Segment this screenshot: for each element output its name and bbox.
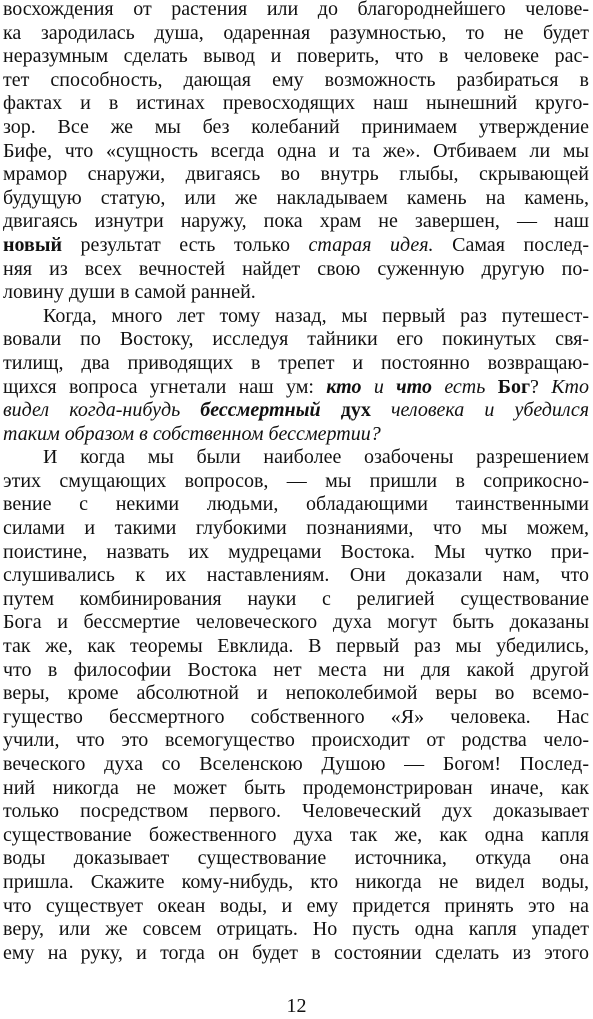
text-segment: Когда, много лет тому назад, мы первый раз путешест- <box>43 304 589 327</box>
text-segment: путем комбинирования науки с религией существование <box>3 587 589 610</box>
text-line <box>3 234 589 258</box>
text-line <box>3 682 589 706</box>
text-segment: ему на руку, и тогда он будет в состоянии сделать из этого <box>3 941 589 964</box>
text-line <box>3 281 589 305</box>
text-line <box>3 116 589 140</box>
text-line <box>3 45 589 69</box>
text-segment: результат есть только <box>61 233 309 256</box>
text-segment: Самая послед- <box>433 233 589 256</box>
text-line <box>3 611 589 635</box>
text-line <box>3 69 589 93</box>
text-line <box>3 305 589 329</box>
text-segment: щихся вопроса угнетали наш ум: <box>3 375 327 398</box>
text-line <box>3 258 589 282</box>
text-segment: восхождения от растения или до благороднейшего челове- <box>3 0 589 20</box>
text-segment: тет способность, дающая ему возможность разбираться в <box>3 68 589 91</box>
text-segment: веру, или же совсем отрицать. Но пусть одна капля упадет <box>3 918 589 941</box>
text-segment: человека и убедился <box>370 399 589 422</box>
text-segment: есть <box>431 375 498 398</box>
text-segment: ловину души в самой ранней. <box>3 281 256 304</box>
text-line <box>3 493 589 517</box>
text-segment: видел когда-нибудь <box>3 399 201 422</box>
text-segment: ка зародилась душа, одаренная разумностью, то не будет <box>3 21 589 44</box>
text-segment: поистине, назвать их мудрецами Востока. Мы чутко при- <box>3 540 589 563</box>
text-line <box>3 0 589 22</box>
text-line <box>3 824 589 848</box>
text-line <box>3 22 589 46</box>
body-text <box>3 0 589 965</box>
text-line <box>3 942 589 966</box>
text-segment: Бифе, что «сущность всегда одна и та же». Отбиваем ли мы <box>3 139 589 162</box>
text-segment: только посредством первого. Человеческий дух доказывает <box>3 800 589 823</box>
text-segment: веческого духа со Вселенскою Душою — Богом! Послед- <box>3 753 589 775</box>
text-segment: Бог <box>497 375 531 398</box>
text-line <box>3 895 589 919</box>
text-line <box>3 423 589 447</box>
paragraph <box>3 446 589 965</box>
text-line <box>3 376 589 400</box>
text-segment: бессмертный <box>200 399 321 422</box>
text-line <box>3 328 589 352</box>
text-segment: тилищ, два приводящих в трепет и постоянно возвращаю- <box>3 351 589 374</box>
text-line <box>3 140 589 164</box>
page-number: 12 <box>286 995 307 1017</box>
text-line <box>3 871 589 895</box>
text-segment: этих смущающих вопросов, — мы пришли в соприкосно- <box>3 469 589 492</box>
text-segment: Бога и бессмертие человеческого духа могут быть доказаны <box>3 611 589 634</box>
text-line <box>3 777 589 801</box>
text-segment: слушивались к их наставлениям. Они доказали нам, что <box>3 564 589 587</box>
text-segment: пришла. Скажите кому-нибудь, кто никогда не видел воды, <box>3 870 589 893</box>
text-segment: кто <box>326 375 362 398</box>
text-line <box>3 588 589 612</box>
text-line <box>3 847 589 871</box>
text-segment: старая идея. <box>308 233 434 256</box>
text-segment: зор. Все же мы без колебаний принимаем утверждение <box>3 115 589 138</box>
text-segment: существование божественного духа так же, как одна капля <box>3 823 589 846</box>
text-segment <box>321 399 341 421</box>
text-line <box>3 446 589 470</box>
text-segment: И когда мы были наиболее озабочены разрешением <box>43 446 589 469</box>
text-segment: так же, как теоремы Евклида. В первый раз мы убедились, <box>3 635 589 658</box>
text-line <box>3 399 589 423</box>
text-line <box>3 210 589 234</box>
text-segment: веры, кроме абсолютной и непоколебимой веры во всемо- <box>3 682 589 705</box>
text-segment: гущество бессмертного собственного «Я» человека. Нас <box>3 705 589 728</box>
text-line <box>3 92 589 116</box>
text-segment: вение с некими людьми, обладающими таинственными <box>3 493 589 516</box>
text-segment: воды доказывает существование источника, откуда она <box>3 847 589 870</box>
text-line <box>3 659 589 683</box>
text-segment: Кто <box>551 375 589 398</box>
text-segment: что в философии Востока нет места ни для какой другой <box>3 658 589 681</box>
text-line <box>3 918 589 942</box>
text-segment: дух <box>340 399 371 422</box>
text-line <box>3 729 589 753</box>
text-line <box>3 541 589 565</box>
text-segment: учили, что это всемогущество происходит от родства чело- <box>3 729 589 752</box>
text-line <box>3 706 589 730</box>
text-segment: будущую статую, или же накладываем камень на камень, <box>3 186 589 209</box>
text-segment: и <box>361 375 397 398</box>
text-segment: ? <box>530 375 552 398</box>
text-line <box>3 187 589 211</box>
text-line <box>3 470 589 494</box>
text-line <box>3 163 589 187</box>
text-segment: силами и такими глубокими познаниями, что мы можем, <box>3 517 589 540</box>
text-segment: мрамор снаружи, двигаясь во внутрь глыбы, скрывающей <box>3 163 589 186</box>
text-segment: новый <box>3 233 62 256</box>
text-line <box>3 352 589 376</box>
text-segment: няя из всех вечностей найдет свою суженную другую по- <box>3 257 589 280</box>
text-segment: таким образом в собственном бессмертии? <box>3 422 381 445</box>
text-segment: что <box>396 375 432 398</box>
paragraph <box>3 305 589 447</box>
text-segment: ний никогда не может быть продемонстрирован иначе, как <box>3 776 589 799</box>
text-segment: фактах и в истинах превосходящих наш нынешний круго- <box>3 92 589 115</box>
text-segment: неразумным сделать вывод и поверить, что в человеке рас- <box>3 45 589 68</box>
text-line <box>3 564 589 588</box>
text-line <box>3 635 589 659</box>
text-segment: вовали по Востоку, исследуя тайники его покинутых свя- <box>3 328 589 351</box>
text-segment: двигаясь изнутри наружу, пока храм не завершен, — наш <box>3 210 589 233</box>
text-segment: что существует океан воды, и ему придется принять это на <box>3 894 589 917</box>
text-line <box>3 517 589 541</box>
text-line <box>3 753 589 777</box>
text-line <box>3 800 589 824</box>
paragraph <box>3 0 589 305</box>
